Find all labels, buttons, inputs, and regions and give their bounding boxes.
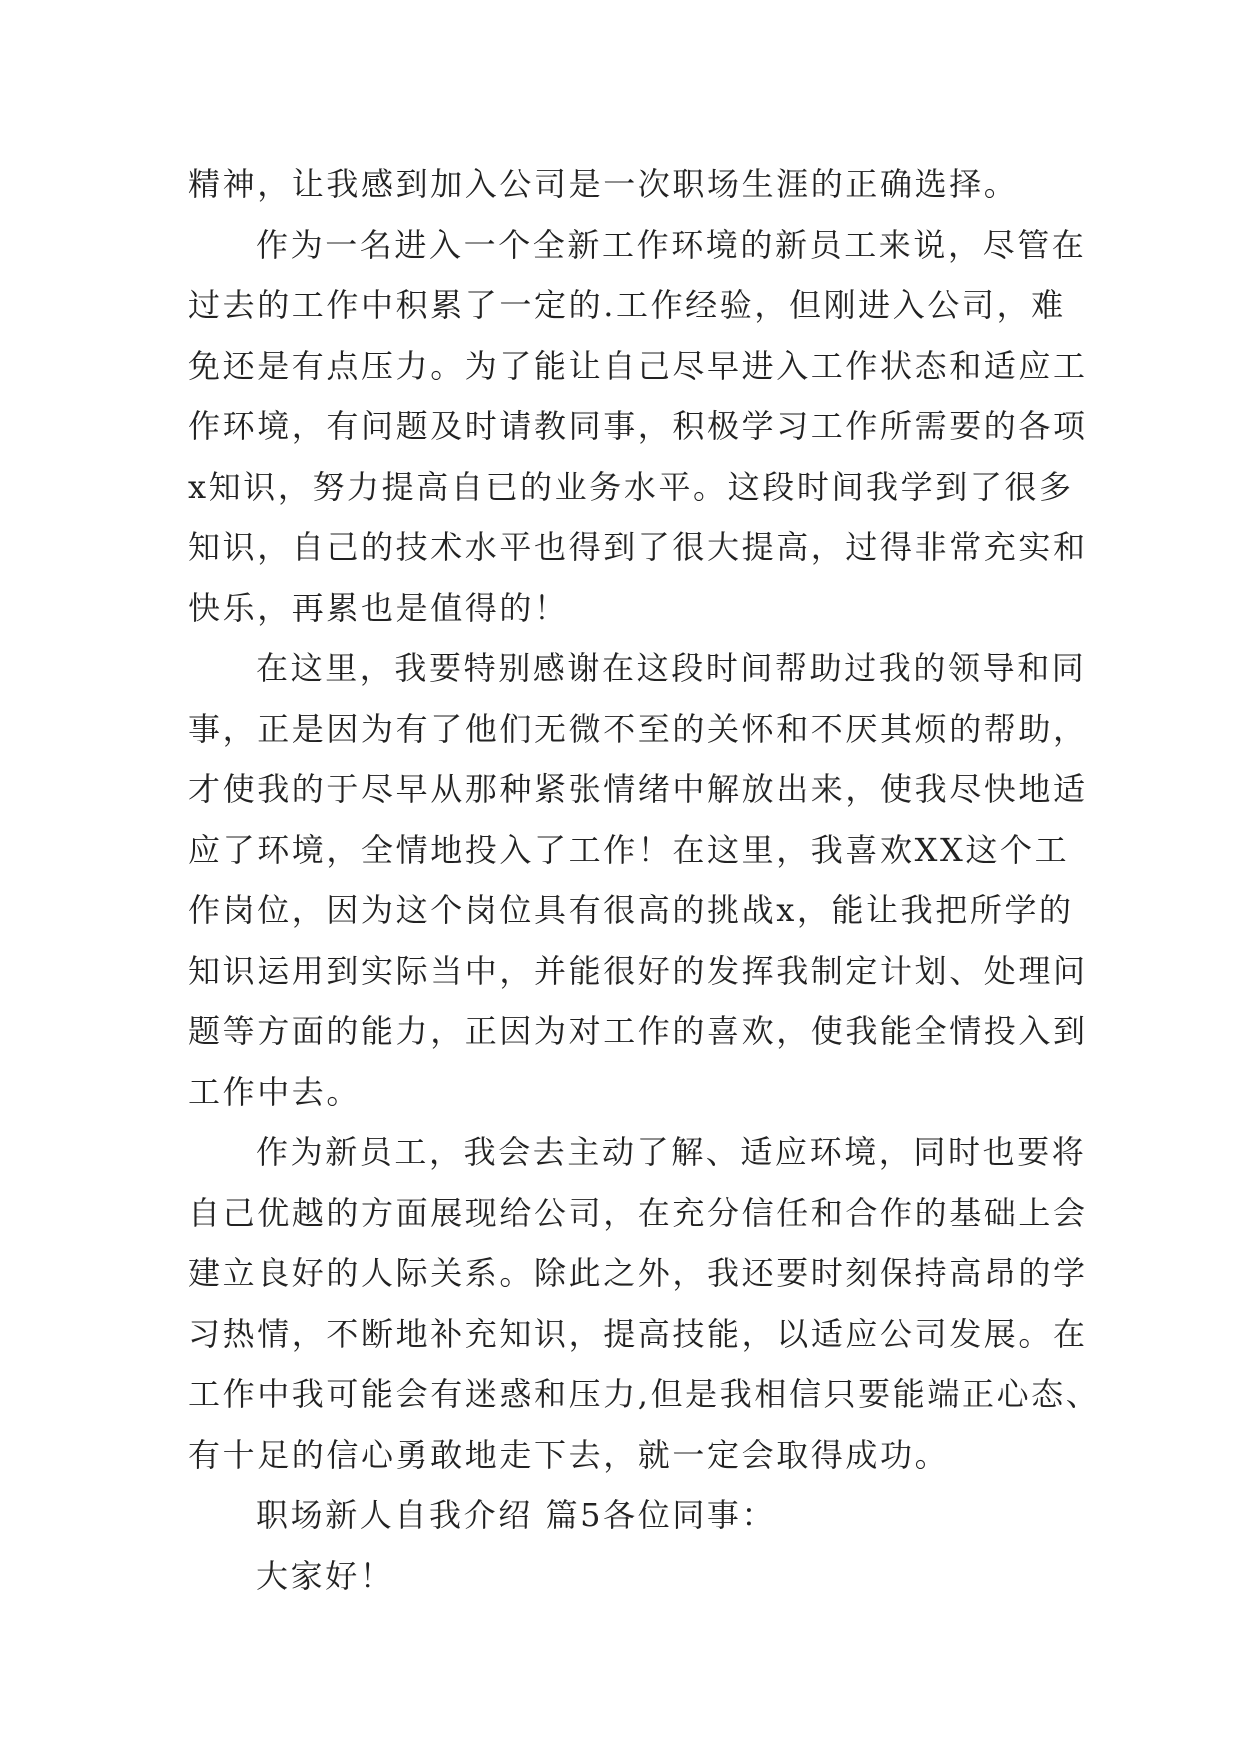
text-line: 有十足的信心勇敢地走下去，就一定会取得成功。 (188, 1435, 950, 1474)
text-line: 习热情，不断地补充知识，提高技能，以适应公司发展。在 (188, 1314, 1088, 1353)
text-line: 在这里，我要特别感谢在这段时间帮助过我的领导和同 (256, 649, 1087, 687)
greeting: 大家好！ (256, 1556, 395, 1595)
text-line: 建立良好的人际关系。除此之外，我还要时刻保持高昂的学 (188, 1254, 1088, 1292)
text-line: 才使我的于尽早从那种紧张情绪中解放出来，使我尽快地适 (188, 770, 1088, 808)
text-line: 事，正是因为有了他们无微不至的关怀和不厌其烦的帮助， (188, 709, 1088, 748)
text-line: 自己优越的方面展现给公司，在充分信任和合作的基础上会 (188, 1193, 1088, 1232)
text-line: 知识，自己的技术水平也得到了很大提高，过得非常充实和 (188, 528, 1088, 566)
text-line: 快乐，再累也是值得的！ (188, 588, 569, 627)
text-line: 应了环境，全情地投入了工作！在这里，我喜欢XX这个工 (188, 830, 1070, 869)
text-line: 免还是有点压力。为了能让自己尽早进入工作状态和适应工 (188, 346, 1088, 385)
section-heading: 职场新人自我介绍 篇5各位同事： (256, 1496, 777, 1534)
text-line: 作环境，有问题及时请教同事，积极学习工作所需要的各项 (188, 407, 1088, 445)
text-line: 作为新员工，我会去主动了解、适应环境，同时也要将 (256, 1133, 1087, 1171)
text-line: x知识，努力提高自已的业务水平。这段时间我学到了很多 (188, 467, 1074, 506)
body-text (188, 154, 1101, 1606)
text-line: 工作中我可能会有迷惑和压力,但是我相信只要能端正心态、 (188, 1375, 1101, 1413)
text-line: 工作中去。 (188, 1072, 362, 1111)
text-line: 知识运用到实际当中，并能很好的发挥我制定计划、处理问 (188, 951, 1088, 990)
text-line: 过去的工作中积累了一定的.工作经验，但刚进入公司，难 (188, 286, 1066, 324)
text-line: 精神，让我感到加入公司是一次职场生涯的正确选择。 (188, 165, 1019, 203)
text-line: 题等方面的能力，正因为对工作的喜欢，使我能全情投入到 (188, 1012, 1088, 1050)
text-line: 作为一名进入一个全新工作环境的新员工来说，尽管在 (256, 225, 1087, 264)
text-line: 作岗位，因为这个岗位具有很高的挑战x，能让我把所学的 (188, 891, 1074, 929)
